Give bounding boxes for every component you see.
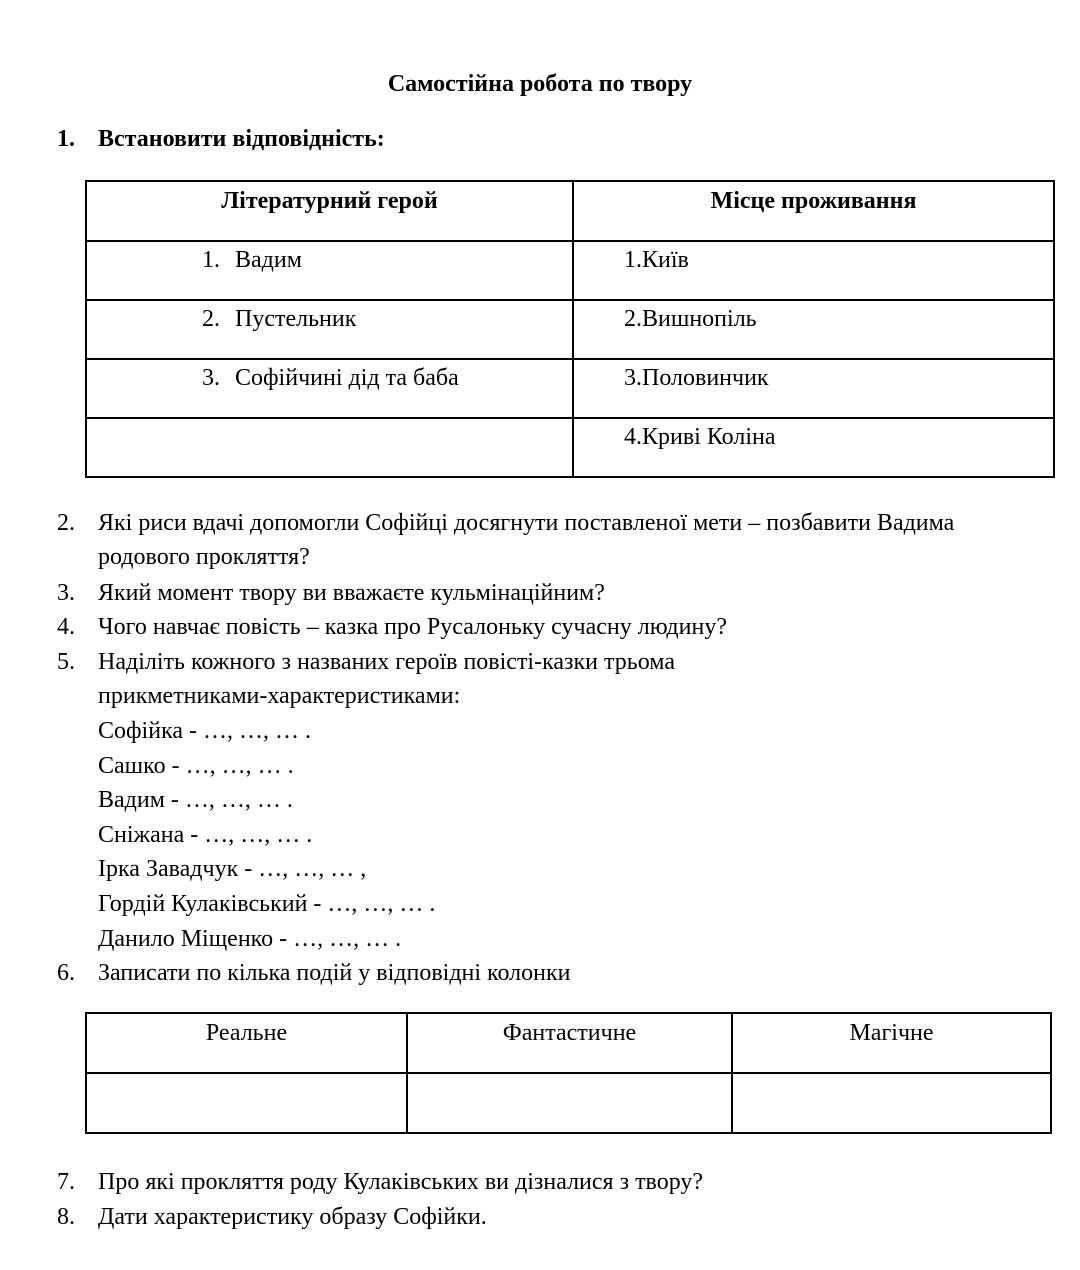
magical-events-cell[interactable] [732,1073,1051,1133]
character-hordii-kulakivskyi: Гордій Кулаківський - …, …, … . [98,891,436,917]
character-sashko: Сашко - …, …, … . [98,753,294,779]
task-7-text: Про які прокляття роду Кулаківських ви дізналися з твору? [98,1169,704,1195]
character-vadym: Вадим - …, …, … . [98,787,293,813]
task-1-text: Встановити відповідність: [98,126,385,152]
place-name: 4.Криві Коліна [624,424,776,450]
task-8-text: Дати характеристику образу Софійки. [98,1204,487,1230]
task-1-number: 1. [57,126,75,152]
place-cell [573,359,1054,418]
hero-cell [86,241,573,300]
place-name: 3.Половинчик [624,365,769,391]
hero-cell-empty [86,418,573,477]
character-danylo-mishchenko: Данило Міщенко - …, …, … . [98,926,402,952]
page-title: Самостійна робота по твору [387,71,693,97]
header-place-of-residence: Місце проживання [573,181,1054,241]
character-snizhana: Сніжана - …, …, … . [98,822,313,848]
place-cell [573,300,1054,359]
hero-name: Пустельник [235,306,357,332]
task-7-number: 7. [57,1169,75,1195]
table-row [86,1073,1051,1133]
header-literary-hero: Літературний герой [86,181,573,241]
table-row [86,300,1054,359]
task-2-number: 2. [57,510,75,536]
place-name: 1.Київ [624,247,689,273]
task-3-number: 3. [57,580,75,606]
fantastic-events-cell[interactable] [407,1073,732,1133]
matching-table-header [86,181,1054,241]
place-cell [573,241,1054,300]
task-2-text-line-1: Які риси вдачі допомогли Софійці досягнути поставленої мети – позбавити Вадима [98,510,955,536]
hero-name: Софійчині дід та баба [235,365,459,391]
table-row [86,418,1054,477]
real-events-cell[interactable] [86,1073,407,1133]
task-6-text: Записати по кілька подій у відповідні колонки [98,960,571,986]
header-fantastic: Фантастичне [407,1013,732,1073]
table-row [86,241,1054,300]
events-table [85,1012,1052,1134]
events-table-header [86,1013,1051,1073]
place-cell [573,418,1054,477]
hero-number: 2. [202,306,220,332]
task-5-text-line-1: Наділіть кожного з названих героїв повісті-казки трьома [98,649,675,675]
task-4-number: 4. [57,614,75,640]
place-name: 2.Вишнопіль [624,306,757,332]
task-6-number: 6. [57,960,75,986]
header-magical: Магічне [732,1013,1051,1073]
header-real: Реальне [86,1013,407,1073]
hero-name: Вадим [235,247,302,273]
hero-number: 1. [202,247,220,273]
character-irka-zavadchuk: Ірка Завадчук - …, …, … , [98,856,367,882]
task-3-text: Який момент твору ви вважаєте кульмінаційним? [98,580,605,606]
task-5-number: 5. [57,649,75,675]
task-5-text-line-2: прикметниками-характеристиками: [98,683,461,709]
task-4-text: Чого навчає повість – казка про Русалоньку сучасну людину? [98,614,727,640]
task-8-number: 8. [57,1204,75,1230]
hero-number: 3. [202,365,220,391]
hero-cell [86,300,573,359]
task-2-text-line-2: родового прокляття? [98,544,310,570]
matching-table [85,180,1055,478]
table-row [86,359,1054,418]
character-sofiika: Софійка - …, …, … . [98,718,312,744]
hero-cell [86,359,573,418]
